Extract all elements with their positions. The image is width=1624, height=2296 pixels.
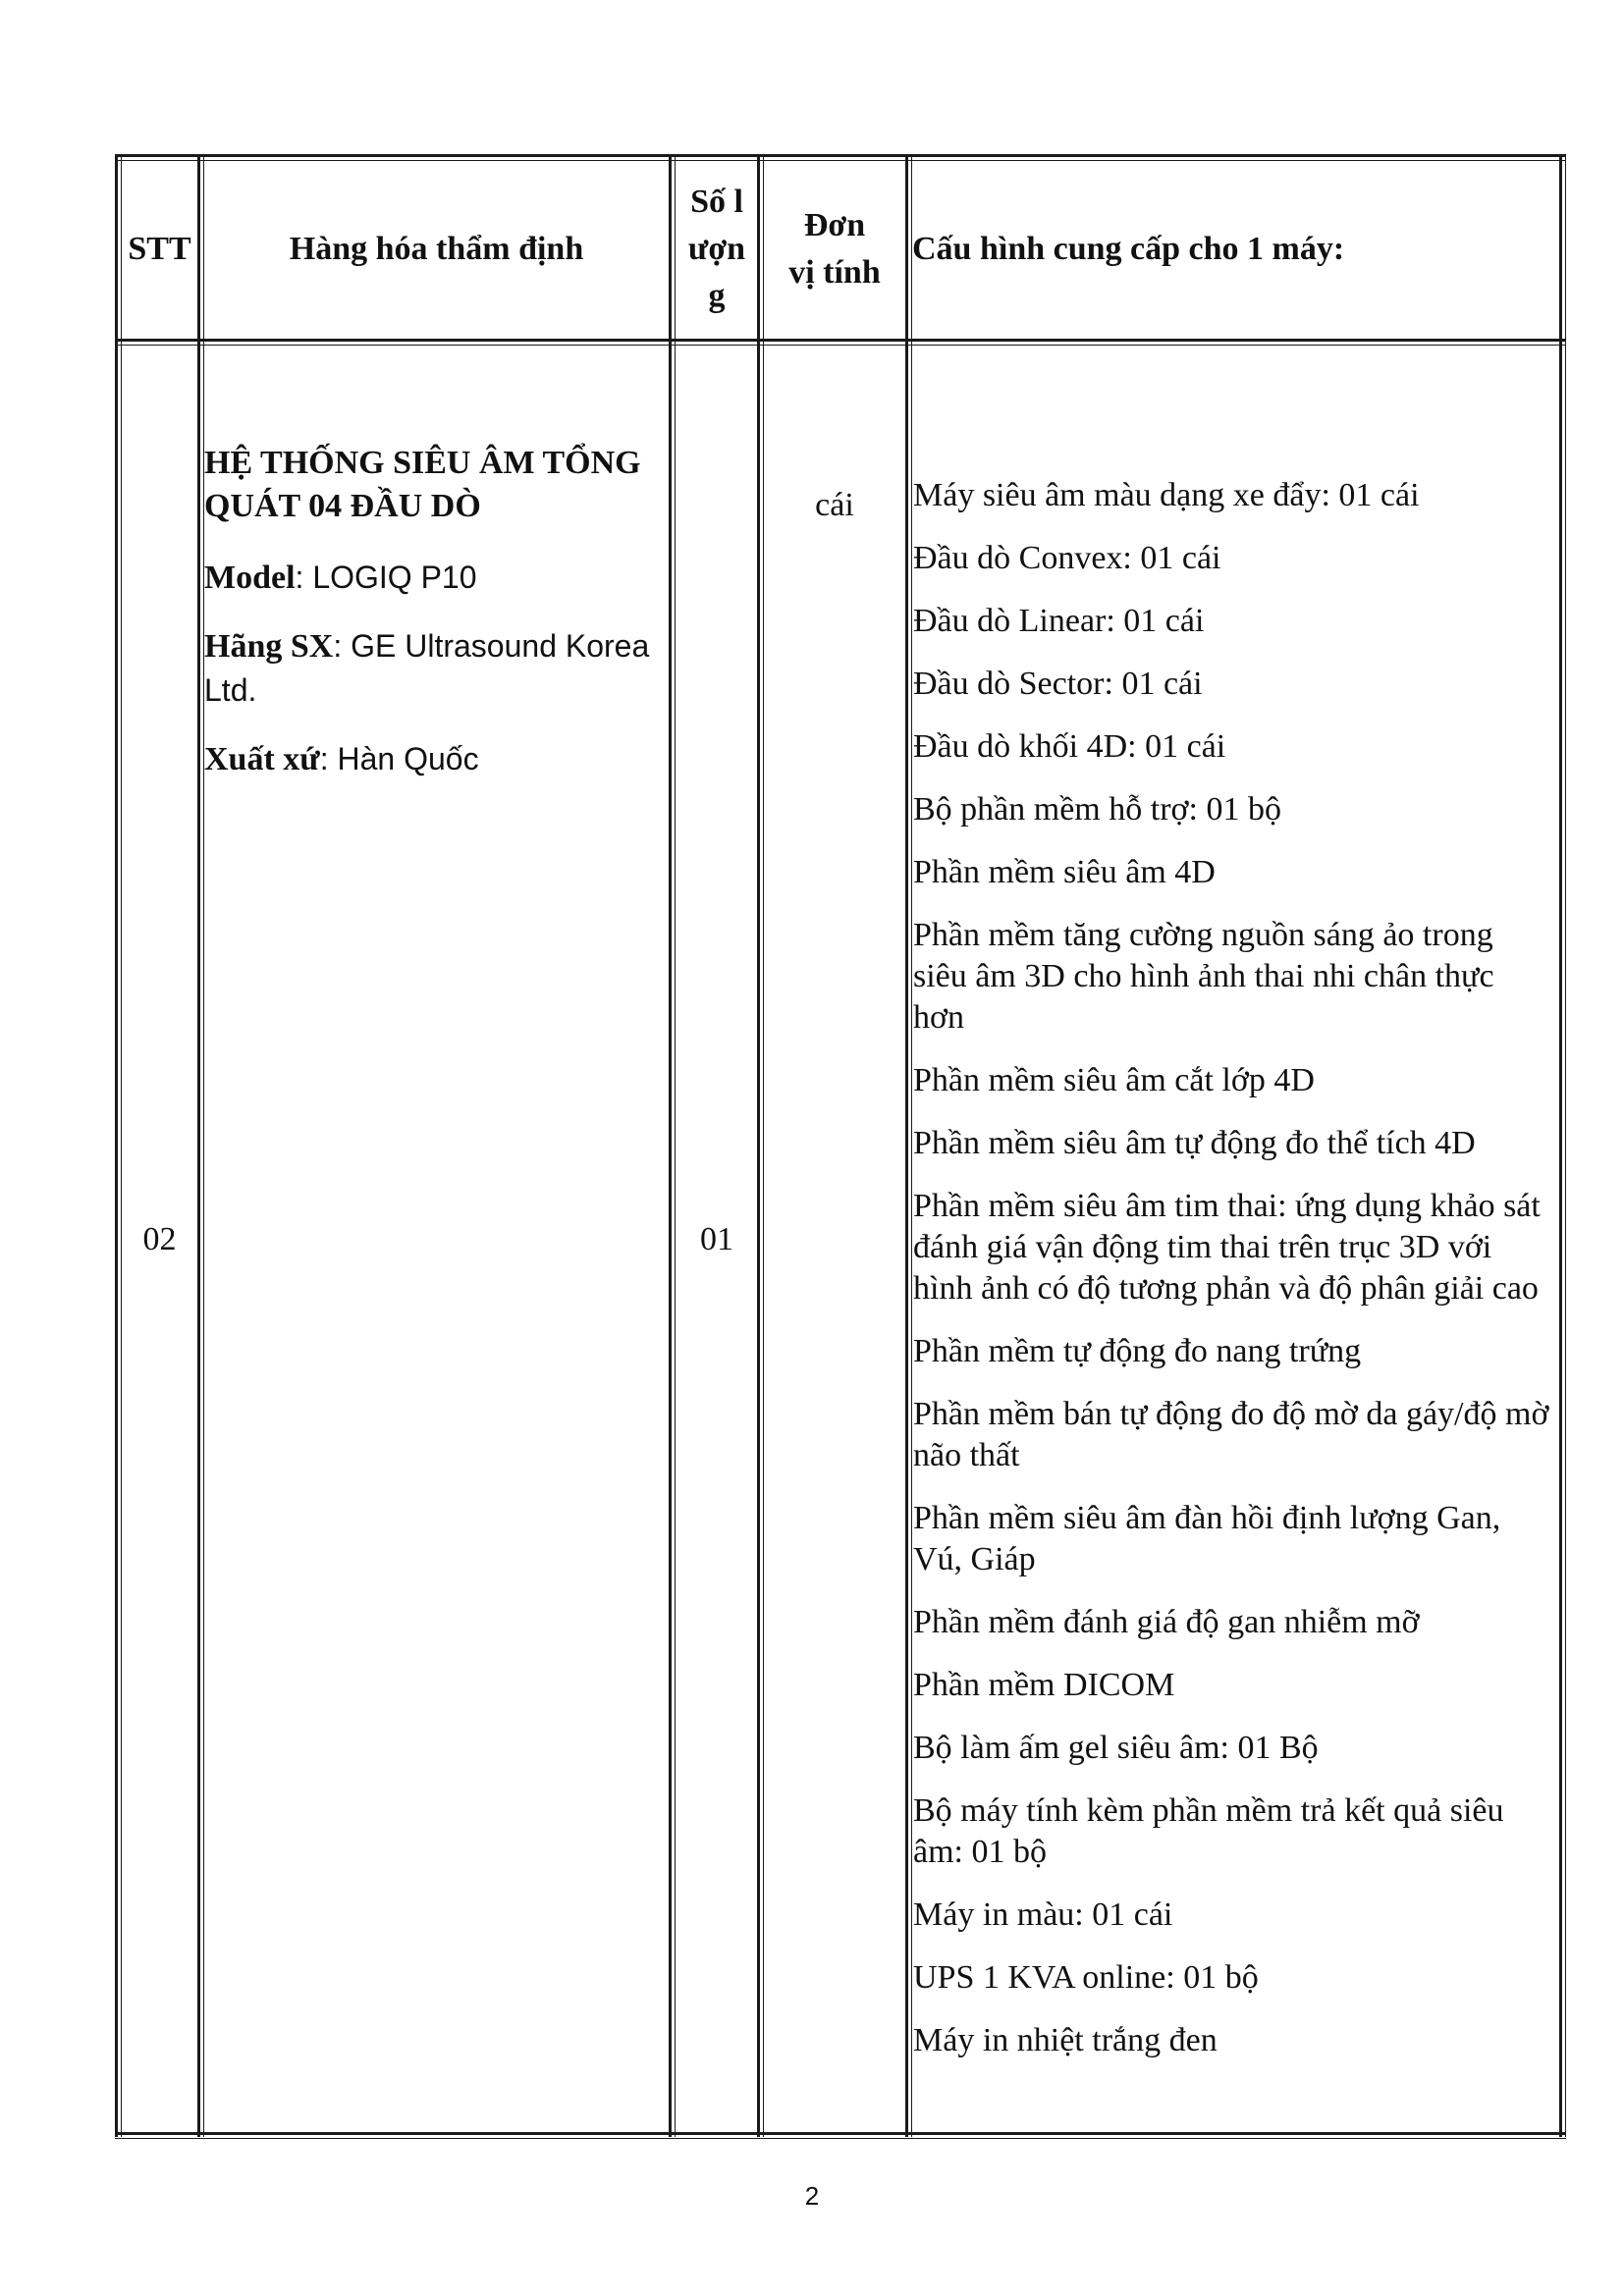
origin-line bbox=[204, 737, 656, 781]
config-item: Bộ máy tính kèm phần mềm trả kết quả siêu âm: 01 bộ bbox=[913, 1792, 1504, 1870]
model-line bbox=[204, 556, 656, 600]
header-goods: Hàng hóa thẩm định bbox=[289, 231, 584, 267]
column-border bbox=[905, 154, 908, 2137]
config-item: Đầu dò Linear: 01 cái bbox=[913, 603, 1205, 639]
header-stt: STT bbox=[128, 231, 191, 267]
config-item: Đầu dò Sector: 01 cái bbox=[913, 666, 1203, 702]
model-label: Model bbox=[204, 560, 296, 596]
config-item: Bộ làm ấm gel siêu âm: 01 Bộ bbox=[913, 1730, 1319, 1766]
column-border bbox=[1559, 154, 1562, 2137]
maker-value: : GE Ultrasound Korea Ltd. bbox=[204, 628, 650, 708]
maker-line bbox=[204, 624, 656, 713]
config-item: Máy siêu âm màu dạng xe đẩy: 01 cái bbox=[913, 477, 1420, 513]
header-quantity: Số lượn g bbox=[687, 184, 746, 314]
column-border bbox=[669, 154, 672, 2137]
goods-description bbox=[204, 442, 656, 806]
row-unit: cái bbox=[815, 487, 854, 523]
config-item: Máy in màu: 01 cái bbox=[913, 1896, 1173, 1933]
config-item: Bộ phần mềm hỗ trợ: 01 bộ bbox=[913, 791, 1281, 828]
config-item: Phần mềm siêu âm cắt lớp 4D bbox=[913, 1062, 1315, 1098]
origin-label: Xuất xứ bbox=[204, 741, 320, 777]
config-item: Phần mềm siêu âm tim thai: ứng dụng khảo sát đánh giá vận động tim thai trên trục 3D với hình ảnh có độ tương phản và độ phân giải cao bbox=[913, 1188, 1541, 1307]
model-value: : LOGIQ P10 bbox=[295, 560, 477, 595]
row-stt: 02 bbox=[142, 1220, 177, 1257]
header-divider bbox=[115, 339, 1566, 342]
page-number: 2 bbox=[804, 2181, 820, 2211]
column-border bbox=[197, 154, 200, 2137]
table-border-top bbox=[115, 154, 1566, 157]
column-border bbox=[757, 154, 760, 2137]
config-item: Phần mềm siêu âm tự động đo thể tích 4D bbox=[913, 1125, 1476, 1161]
product-title: HỆ THỐNG SIÊU ÂM TỔNG QUÁT 04 ĐẦU DÒ bbox=[204, 445, 641, 524]
header-unit: Đơn vị tính bbox=[788, 207, 881, 291]
table-border-bottom bbox=[115, 2132, 1566, 2135]
config-item: Phần mềm siêu âm đàn hồi định lượng Gan, Vú, Giáp bbox=[913, 1500, 1501, 1577]
config-item: Phần mềm tăng cường nguồn sáng ảo trong siêu âm 3D cho hình ảnh thai nhi chân thực hơn bbox=[913, 917, 1494, 1036]
config-item: Phần mềm đánh giá độ gan nhiễm mỡ bbox=[913, 1604, 1420, 1640]
config-item: Phần mềm bán tự động đo độ mờ da gáy/độ mờ não thất bbox=[913, 1396, 1549, 1473]
row-quantity: 01 bbox=[700, 1220, 733, 1257]
config-item: Phần mềm DICOM bbox=[913, 1667, 1175, 1703]
config-item: Phần mềm siêu âm 4D bbox=[913, 854, 1216, 890]
header-config: Cấu hình cung cấp cho 1 máy: bbox=[912, 231, 1345, 267]
maker-label: Hãng SX bbox=[204, 628, 334, 665]
column-border bbox=[115, 154, 118, 2137]
config-item: Máy in nhiệt trắng đen bbox=[913, 2022, 1218, 2058]
origin-value: : Hàn Quốc bbox=[319, 741, 479, 776]
config-list bbox=[913, 475, 1551, 2083]
config-item: Phần mềm tự động đo nang trứng bbox=[913, 1333, 1362, 1369]
config-item: Đầu dò Convex: 01 cái bbox=[913, 540, 1221, 576]
config-item: UPS 1 KVA online: 01 bộ bbox=[913, 1959, 1259, 1996]
config-item: Đầu dò khối 4D: 01 cái bbox=[913, 728, 1226, 765]
